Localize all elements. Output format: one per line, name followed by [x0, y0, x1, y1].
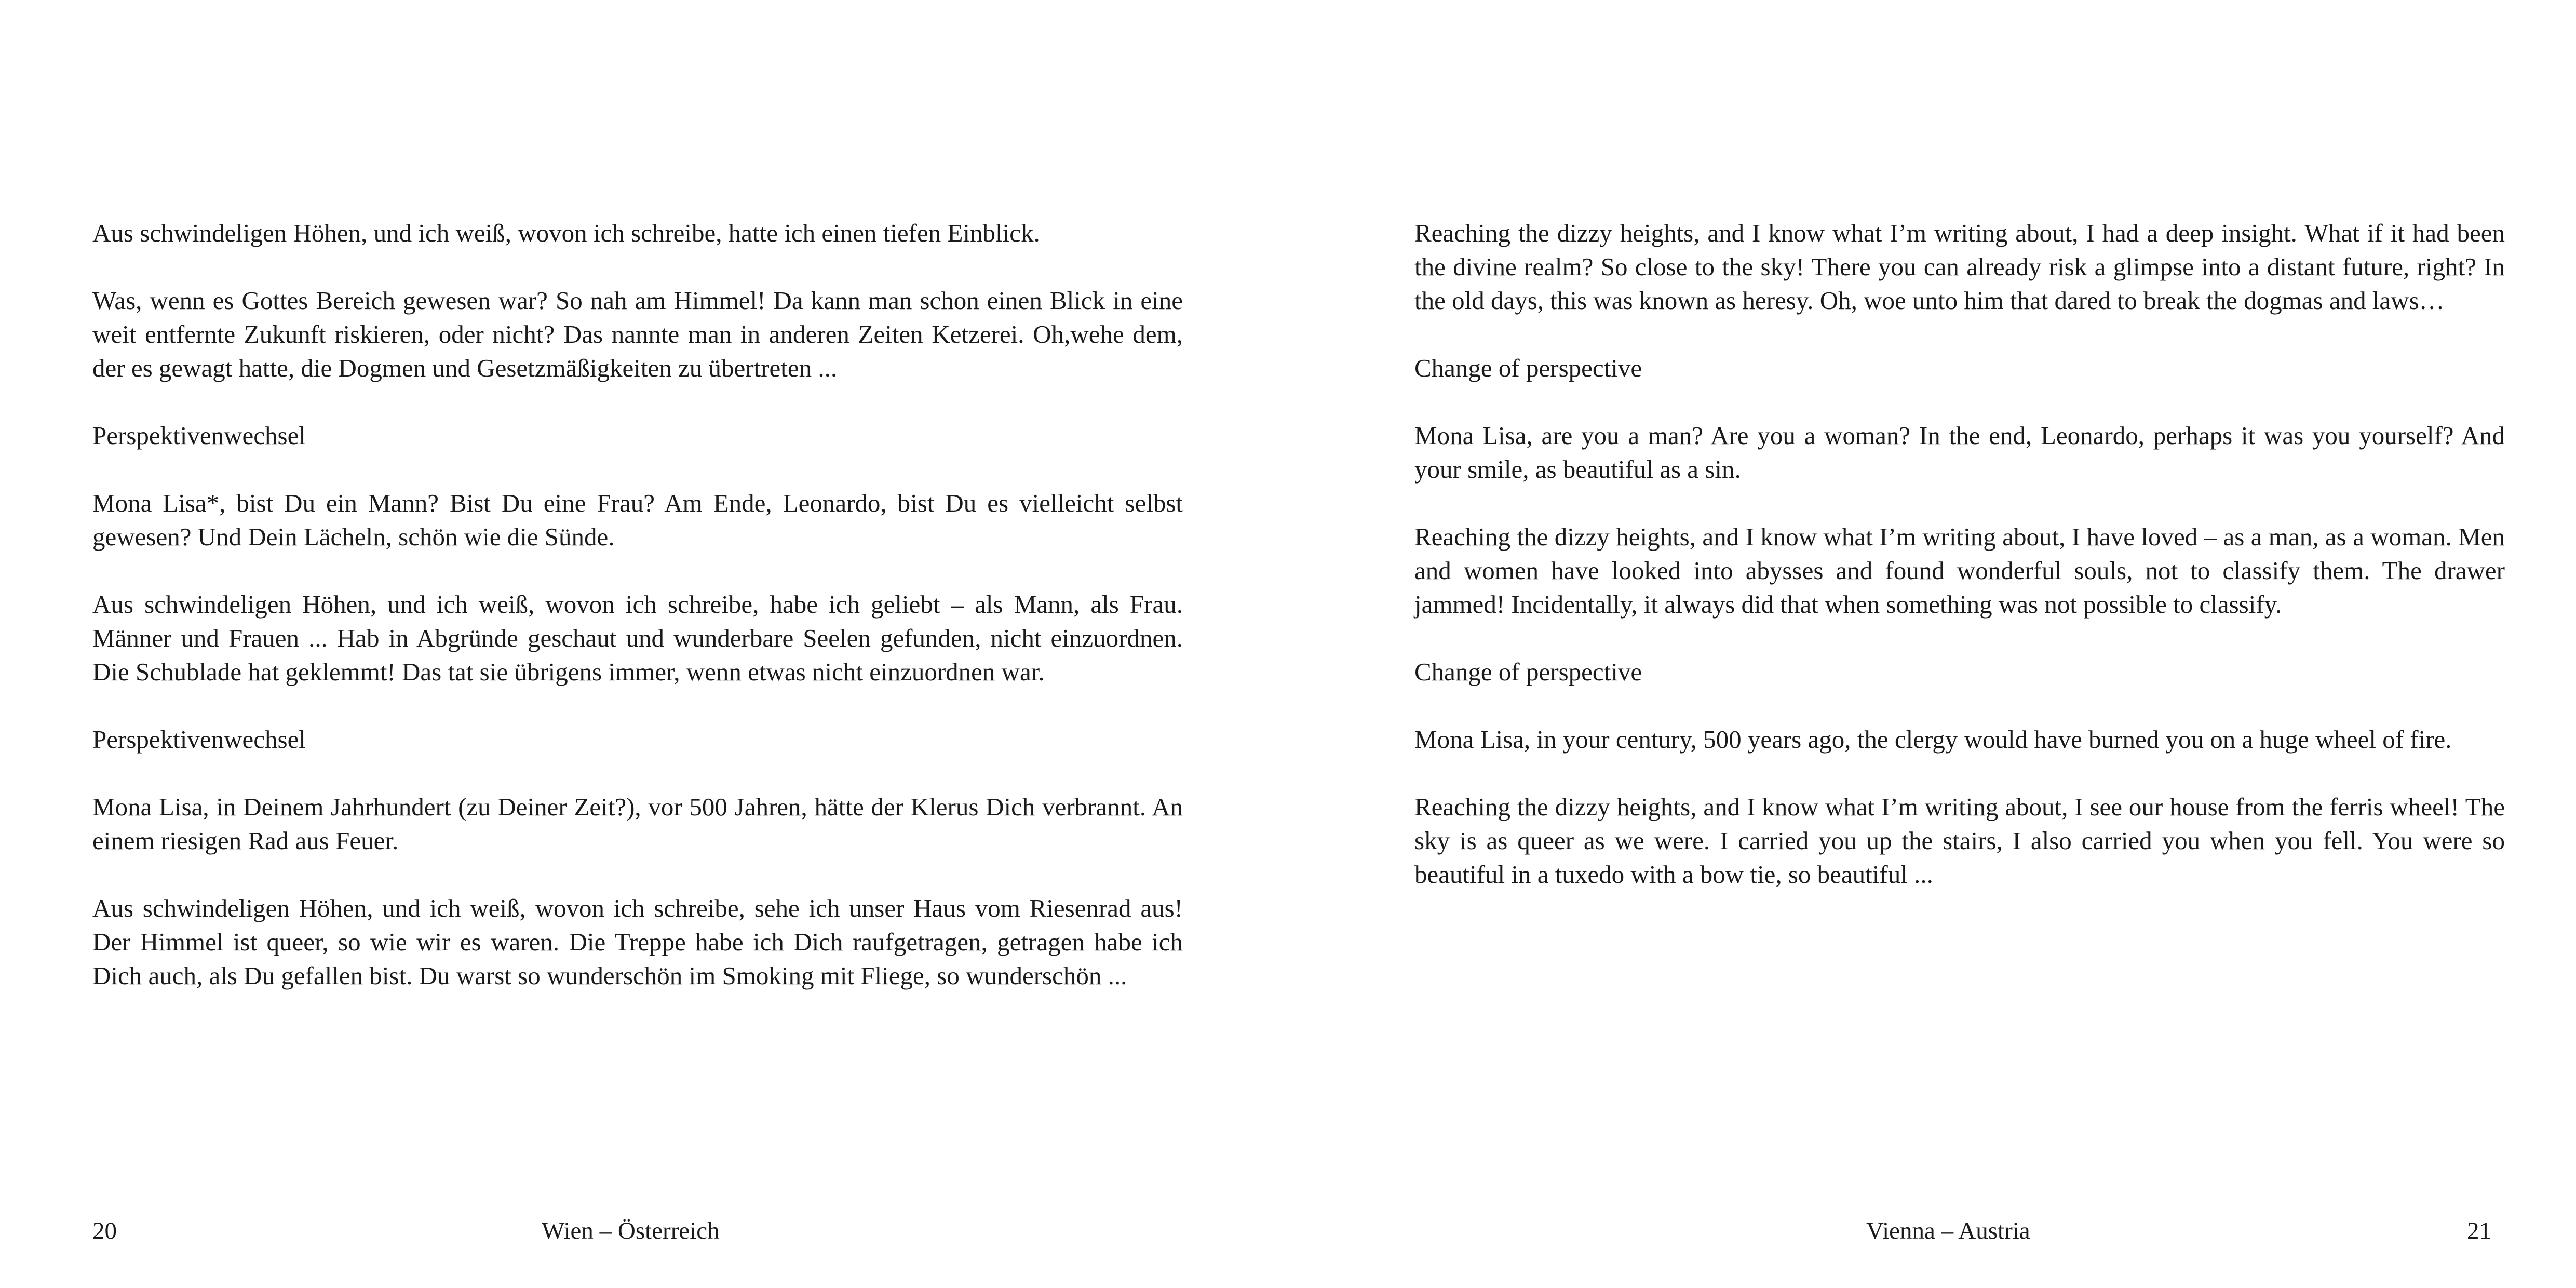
left-section-heading-1: Perspektivenwechsel: [92, 421, 306, 450]
left-paragraph-5: Mona Lisa, in Deinem Jahrhundert (zu Deiner Zeit?), vor 500 Jahren, hätte der Klerus Dich verbrannt. An einem riesigen Rad aus Feuer.: [92, 793, 1183, 855]
right-paragraph-3: Reaching the dizzy heights, and I know what I’m writing about, I have loved – as a man, as a woman. Men and women have looked into abysses and found wonderful souls, not to classify them. The drawer jammed! Incidentally, it always did that when something was not possible to classify.: [1414, 522, 2505, 619]
right-section-heading-2: Change of perspective: [1414, 658, 1642, 686]
left-paragraph-3: Mona Lisa*, bist Du ein Mann? Bist Du eine Frau? Am Ende, Leonardo, bist Du es vielleicht selbst gewesen? Und Dein Lächeln, schön wie die Sünde.: [92, 489, 1183, 551]
left-paragraph-6: Aus schwindeligen Höhen, und ich weiß, wovon ich schreibe, sehe ich unser Haus vom Riesenrad aus! Der Himmel ist queer, so wie wir es waren. Die Treppe habe ich Dich raufgetragen, getragen habe ich Dich auch, als Du gefallen bist. Du warst so wunderschön im Smoking mit Fliege, so wunderschön ...: [92, 894, 1183, 990]
right-page-text: [1414, 216, 2505, 925]
left-section-heading-2: Perspektivenwechsel: [92, 725, 306, 754]
right-paragraph-5: Reaching the dizzy heights, and I know what I’m writing about, I see our house from the ferris wheel! The sky is as queer as we were. I carried you up the stairs, I also carried you when you fell. You were so beautiful in a tuxedo with a bow tie, so beautiful ...: [1414, 793, 2505, 889]
right-running-foot: Vienna – Austria: [1866, 1217, 2030, 1244]
right-page-number: 21: [2467, 1217, 2491, 1244]
right-section-heading-1: Change of perspective: [1414, 354, 1642, 382]
right-paragraph-1: Reaching the dizzy heights, and I know what I’m writing about, I had a deep insight. What if it had been the divine realm? So close to the sky! There you can already risk a glimpse into a distant future, right? In the old days, this was known as heresy. Oh, woe unto him that dared to break the dogmas and laws…: [1414, 219, 2505, 315]
left-page-text: [92, 216, 1183, 1026]
left-paragraph-2: Was, wenn es Gottes Bereich gewesen war? So nah am Himmel! Da kann man schon einen Blick in eine weit entfernte Zukunft riskieren, oder nicht? Das nannte man in anderen Zeiten Ketzerei. Oh,wehe dem, der es gewagt hatte, die Dogmen und Gesetzmäßigkeiten zu übertreten ...: [92, 286, 1183, 382]
left-paragraph-4: Aus schwindeligen Höhen, und ich weiß, wovon ich schreibe, habe ich geliebt – als Mann, als Frau. Männer und Frauen ... Hab in Abgründe geschaut und wunderbare Seelen gefunden, nicht einzuordnen. Die Schublade hat geklemmt! Das tat sie übrigens immer, wenn etwas nicht einzuordnen war.: [92, 590, 1183, 686]
right-paragraph-4: Mona Lisa, in your century, 500 years ago, the clergy would have burned you on a huge wheel of fire.: [1414, 725, 2452, 754]
left-running-foot: Wien – Österreich: [542, 1217, 720, 1244]
left-page-number: 20: [92, 1217, 117, 1244]
right-paragraph-2: Mona Lisa, are you a man? Are you a woman? In the end, Leonardo, perhaps it was you yourself? And your smile, as beautiful as a sin.: [1414, 421, 2505, 484]
right-page: [1288, 0, 2576, 1288]
left-paragraph-1: Aus schwindeligen Höhen, und ich weiß, wovon ich schreibe, hatte ich einen tiefen Einblick.: [92, 219, 1040, 247]
